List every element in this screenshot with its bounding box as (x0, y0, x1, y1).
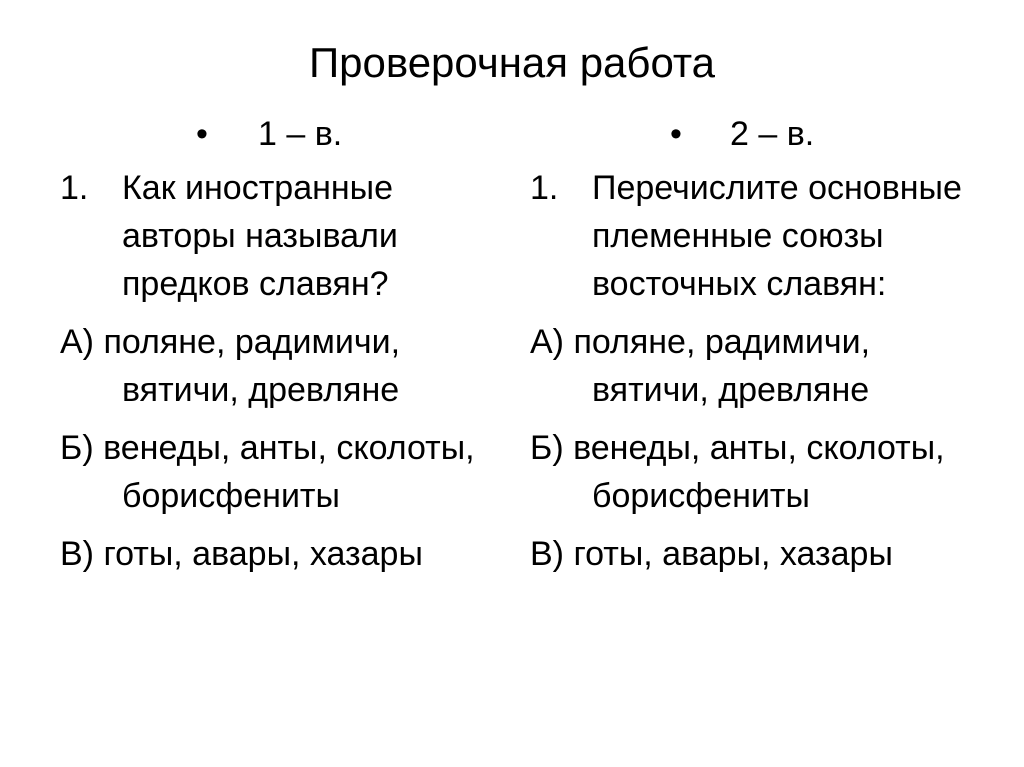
question-number: 1. (530, 169, 559, 207)
question-text: Перечислите основные племенные союзы восточных славян: (592, 169, 962, 303)
answer-b: Б) венеды, анты, сколоты, борисфениты (530, 429, 945, 515)
bullet-icon: • (196, 115, 208, 153)
answer-c: В) готы, авары, хазары (60, 535, 423, 573)
answer-b: Б) венеды, анты, сколоты, борисфениты (60, 429, 475, 515)
variant-label: 1 – в. (258, 115, 343, 153)
variant-1-column (60, 110, 500, 588)
variant-2-column (530, 110, 990, 588)
slide-title: Проверочная работа (308, 39, 716, 86)
question-number: 1. (60, 169, 89, 207)
bullet-icon: • (670, 115, 682, 153)
question (530, 164, 990, 308)
answer-a: А) поляне, радимичи, вятичи, древляне (60, 323, 401, 409)
question-text: Как иностранные авторы называли предков славян? (122, 169, 398, 303)
question (60, 164, 500, 308)
variant-header (530, 110, 990, 158)
variant-header (60, 110, 500, 158)
answer-c: В) готы, авары, хазары (530, 535, 893, 573)
variant-label: 2 – в. (730, 115, 815, 153)
answer-a: А) поляне, радимичи, вятичи, древляне (530, 323, 871, 409)
